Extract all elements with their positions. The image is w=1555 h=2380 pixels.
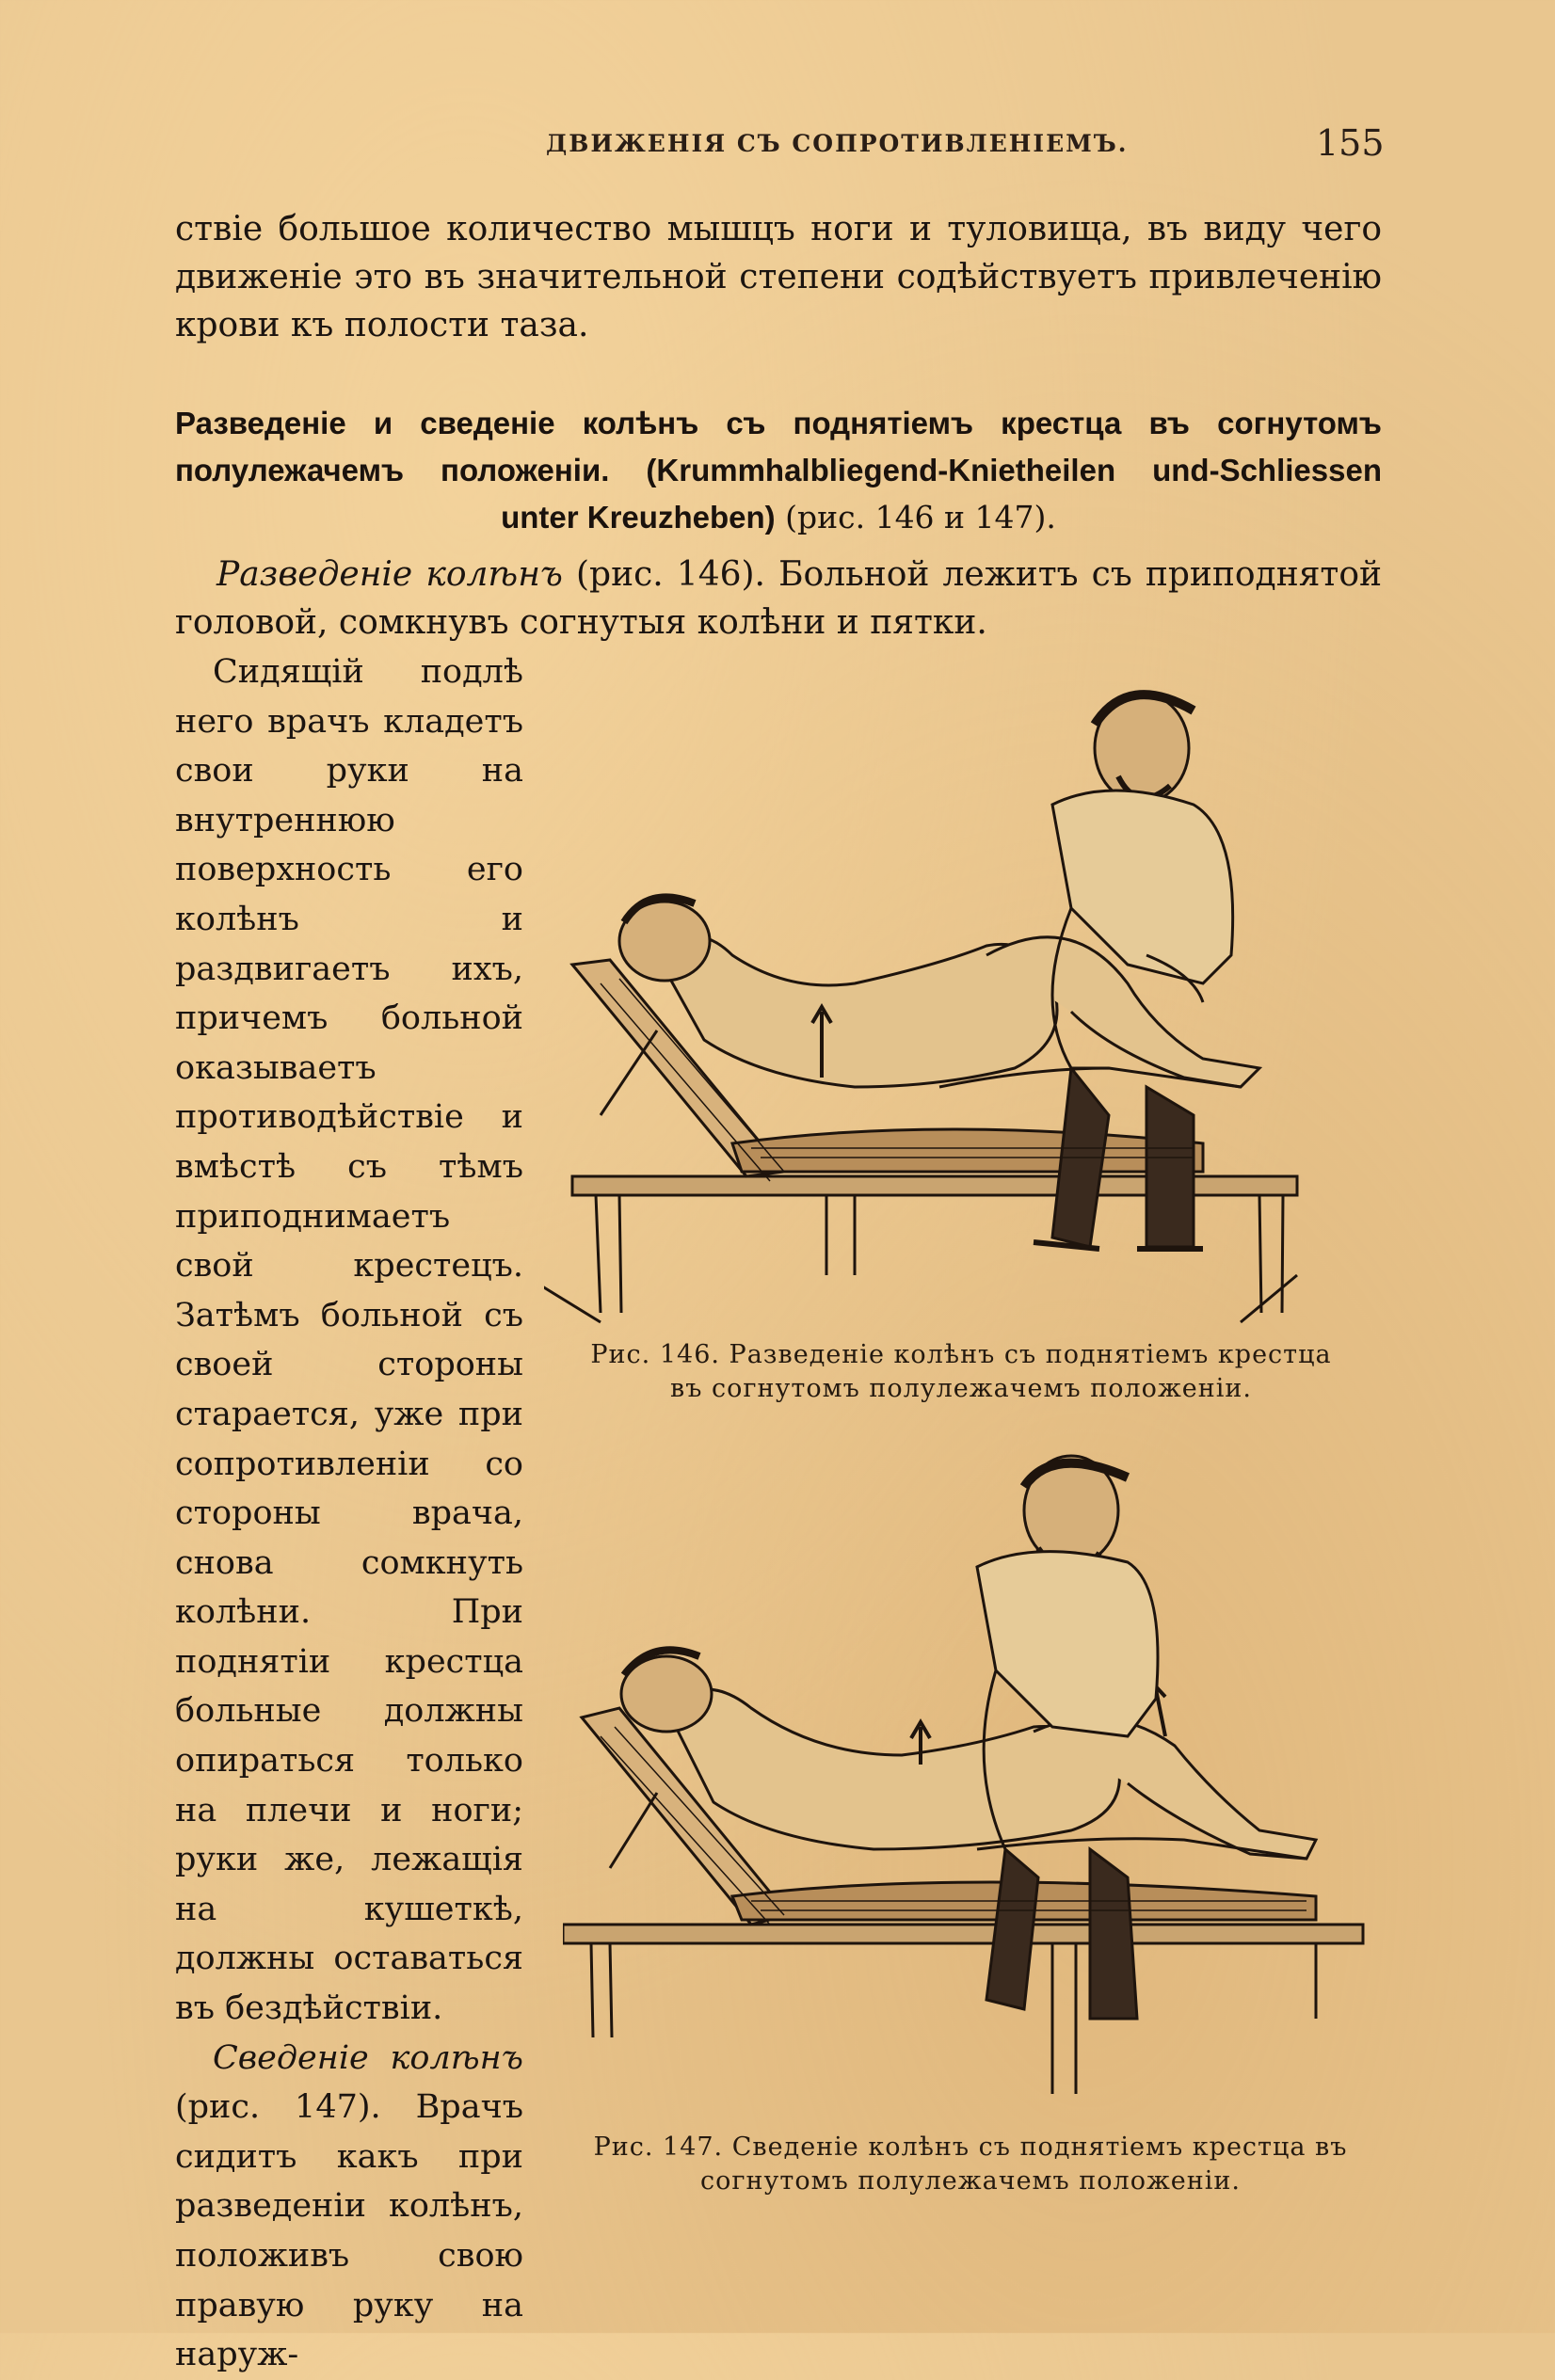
- figure-146-illustration: [544, 673, 1378, 1332]
- figure-147-engraving: [563, 1454, 1378, 2122]
- figure-147-caption-line-2: согнутомъ полулежачемъ положеніи.: [700, 2166, 1241, 2196]
- heading-line-1: Разведеніе и сведеніе колѣнъ съ поднятіемъ крестца въ согнутомъ: [175, 406, 1382, 440]
- intro-paragraph-block: [175, 205, 1382, 349]
- paragraph-1-text: (рис. 146). Больной лежитъ съ приподнятой головой, сомкнувъ согнутыя колѣни и пятки.: [175, 555, 1382, 642]
- heading-line-2: полулежачемъ положеніи. (Krummhalbliegend-Knietheilen und-Schliessen: [175, 453, 1382, 487]
- paragraph-2: Сидящій подлѣ него врачъ кладетъ свои руки на внутреннюю поверхность его колѣнъ и раздвигаетъ ихъ, причемъ больной оказываетъ противодѣйствіе и вмѣстѣ съ тѣмъ приподнимаетъ свой крестецъ. Затѣмъ больной съ своей стороны старается, уже при сопротивленіи со стороны врача, снова сомкнуть колѣни. При поднятіи крестца больные должны опираться только на плечи и ноги; руки же, лежащія на кушеткѣ, должны оставаться въ бездѣйствіи.: [175, 653, 523, 2028]
- term-knee-spreading: Разведеніе колѣнъ: [216, 555, 563, 594]
- figure-146-engraving: [544, 673, 1378, 1332]
- left-column-text: [175, 647, 523, 2380]
- heading-figure-ref: (рис. 146 и 147).: [775, 499, 1056, 535]
- heading-line-3-wrap: [175, 494, 1382, 541]
- paragraph-3: [175, 2034, 523, 2380]
- paragraph-1-block: [175, 551, 1382, 647]
- paragraph-3-text: (рис. 147). Врачъ сидитъ какъ при разведеніи колѣнъ, положивъ свою правую руку на наруж-: [175, 2088, 523, 2374]
- running-title: ДВИЖЕНІЯ СЪ СОПРОТИВЛЕНІЕМЪ.: [546, 130, 1129, 157]
- figure-147-caption: [563, 2131, 1378, 2198]
- heading-line-3: unter Kreuzheben): [501, 500, 776, 535]
- figure-147-illustration: [563, 1454, 1378, 2122]
- paragraph-1: [175, 551, 1382, 647]
- term-knee-closing: Сведеніе колѣнъ: [213, 2038, 523, 2077]
- figure-146-caption-line-2: въ согнутомъ полулежачемъ положеніи.: [670, 1374, 1252, 1403]
- intro-paragraph: ствіе большое количество мышцъ ноги и туловища, въ виду чего движеніе это въ значительной степени содѣйствуетъ привлеченію крови къ полости таза.: [175, 210, 1382, 344]
- section-heading: [175, 400, 1382, 541]
- figure-146-caption: [544, 1338, 1378, 1406]
- page-number: 155: [1316, 122, 1385, 164]
- figure-147-caption-line-1: Рис. 147. Сведеніе колѣнъ съ поднятіемъ крестца въ: [593, 2132, 1348, 2162]
- figure-146-caption-line-1: Рис. 146. Разведеніе колѣнъ съ поднятіемъ крестца: [590, 1340, 1332, 1369]
